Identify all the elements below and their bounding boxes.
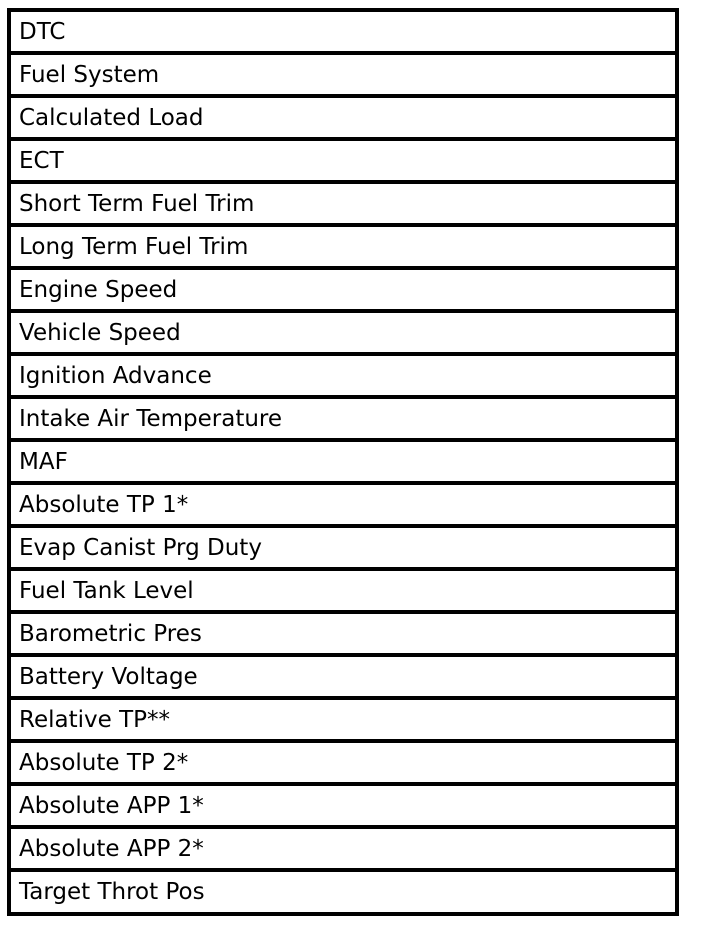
table-row-maf: MAF (11, 442, 675, 485)
table-row-short-term-fuel-trim: Short Term Fuel Trim (11, 184, 675, 227)
table-row-fuel-system: Fuel System (11, 55, 675, 98)
table-row-calculated-load: Calculated Load (11, 98, 675, 141)
table-row-vehicle-speed: Vehicle Speed (11, 313, 675, 356)
table-row-long-term-fuel-trim: Long Term Fuel Trim (11, 227, 675, 270)
table-row-absolute-app-2: Absolute APP 2* (11, 829, 675, 872)
table-row-relative-tp: Relative TP** (11, 700, 675, 743)
table-row-fuel-tank-level: Fuel Tank Level (11, 571, 675, 614)
table-row-barometric-pres: Barometric Pres (11, 614, 675, 657)
table-row-absolute-tp-2: Absolute TP 2* (11, 743, 675, 786)
table-row-intake-air-temperature: Intake Air Temperature (11, 399, 675, 442)
table-row-absolute-tp-1: Absolute TP 1* (11, 485, 675, 528)
table-row-ignition-advance: Ignition Advance (11, 356, 675, 399)
table-row-engine-speed: Engine Speed (11, 270, 675, 313)
table-row-evap-canist-prg-duty: Evap Canist Prg Duty (11, 528, 675, 571)
parameter-list-table (7, 8, 679, 916)
table-row-target-throt-pos: Target Throt Pos (19, 879, 205, 905)
table-row-dtc: DTC (11, 12, 675, 55)
table-row-battery-voltage: Battery Voltage (11, 657, 675, 700)
table-row-ect: ECT (11, 141, 675, 184)
table-row-absolute-app-1: Absolute APP 1* (11, 786, 675, 829)
